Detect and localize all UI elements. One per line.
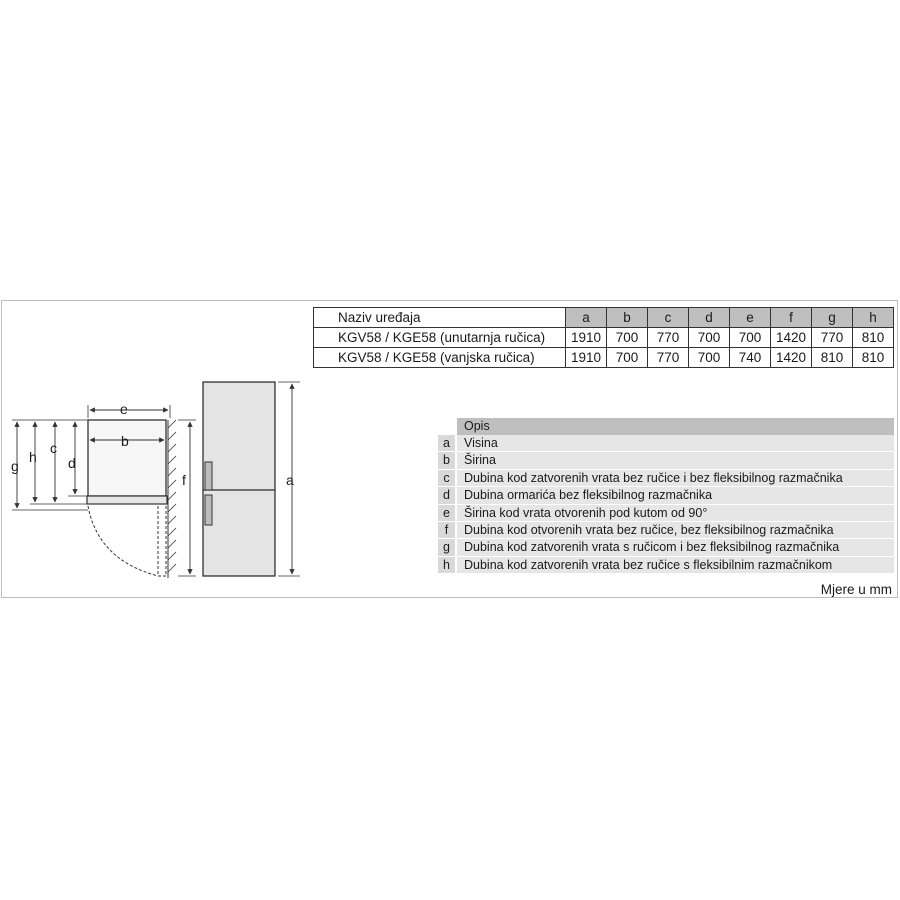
legend-letter: g (438, 539, 455, 556)
legend-description: Širina kod vrata otvorenih pod kutom od 90° (457, 505, 894, 522)
legend-description: Dubina kod otvorenih vrata bez ručice, bez fleksibilnog razmačnika (457, 522, 894, 539)
legend-letter: b (438, 452, 455, 469)
description-legend (438, 418, 894, 574)
label-a: a (286, 472, 294, 488)
legend-description: Dubina ormarića bez fleksibilnog razmačnika (457, 487, 894, 504)
table-cell: 770 (648, 348, 689, 368)
legend-letter: c (438, 470, 455, 487)
column-header: b (607, 308, 648, 328)
top-view (12, 405, 196, 578)
table-cell: 1420 (771, 348, 812, 368)
table-row (314, 348, 894, 368)
table-cell: 1910 (566, 328, 607, 348)
legend-row (438, 487, 894, 504)
table-cell: 700 (607, 328, 648, 348)
table-cell: 770 (648, 328, 689, 348)
legend-row (438, 435, 894, 452)
column-header: g (812, 308, 853, 328)
table-cell: 740 (730, 348, 771, 368)
table-cell: 770 (812, 328, 853, 348)
label-d: d (68, 455, 76, 471)
legend-row (438, 505, 894, 522)
legend-row (438, 539, 894, 556)
model-name: KGV58 / KGE58 (vanjska ručica) (314, 348, 566, 368)
legend-description: Dubina kod zatvorenih vrata bez ručice s fleksibilnim razmačnikom (457, 557, 894, 574)
table-cell: 700 (730, 328, 771, 348)
legend-letter: h (438, 557, 455, 574)
table-cell: 810 (853, 328, 894, 348)
legend-row (438, 557, 894, 574)
dimensions-table (313, 307, 894, 368)
legend-letter: d (438, 487, 455, 504)
legend-description: Dubina kod zatvorenih vrata bez ručice i bez fleksibilnog razmačnika (457, 470, 894, 487)
model-name: KGV58 / KGE58 (unutarnja ručica) (314, 328, 566, 348)
legend-letter: f (438, 522, 455, 539)
table-cell: 810 (812, 348, 853, 368)
column-header: d (689, 308, 730, 328)
column-header: e (730, 308, 771, 328)
legend-description: Visina (457, 435, 894, 452)
table-cell: 700 (689, 328, 730, 348)
legend-letter: e (438, 505, 455, 522)
legend-letter: a (438, 435, 455, 452)
table-header-row (314, 308, 894, 328)
column-header: c (648, 308, 689, 328)
table-cell: 700 (689, 348, 730, 368)
legend-row (438, 452, 894, 469)
column-header-name: Naziv uređaja (314, 308, 566, 328)
table-row (314, 328, 894, 348)
legend-row (438, 522, 894, 539)
column-header: h (853, 308, 894, 328)
table-cell: 810 (853, 348, 894, 368)
table-cell: 1910 (566, 348, 607, 368)
units-note: Mjere u mm (820, 582, 892, 597)
label-e: e (120, 401, 128, 417)
label-f: f (182, 472, 186, 488)
legend-row (438, 470, 894, 487)
legend-description: Dubina kod zatvorenih vrata s ručicom i bez fleksibilnog razmačnika (457, 539, 894, 556)
legend-header: Opis (457, 418, 894, 435)
legend-description: Širina (457, 452, 894, 469)
table-cell: 700 (607, 348, 648, 368)
label-h: h (29, 449, 37, 465)
column-header: f (771, 308, 812, 328)
column-header: a (566, 308, 607, 328)
label-c: c (50, 440, 57, 456)
label-g: g (11, 458, 19, 474)
table-cell: 1420 (771, 328, 812, 348)
label-b: b (121, 433, 129, 449)
